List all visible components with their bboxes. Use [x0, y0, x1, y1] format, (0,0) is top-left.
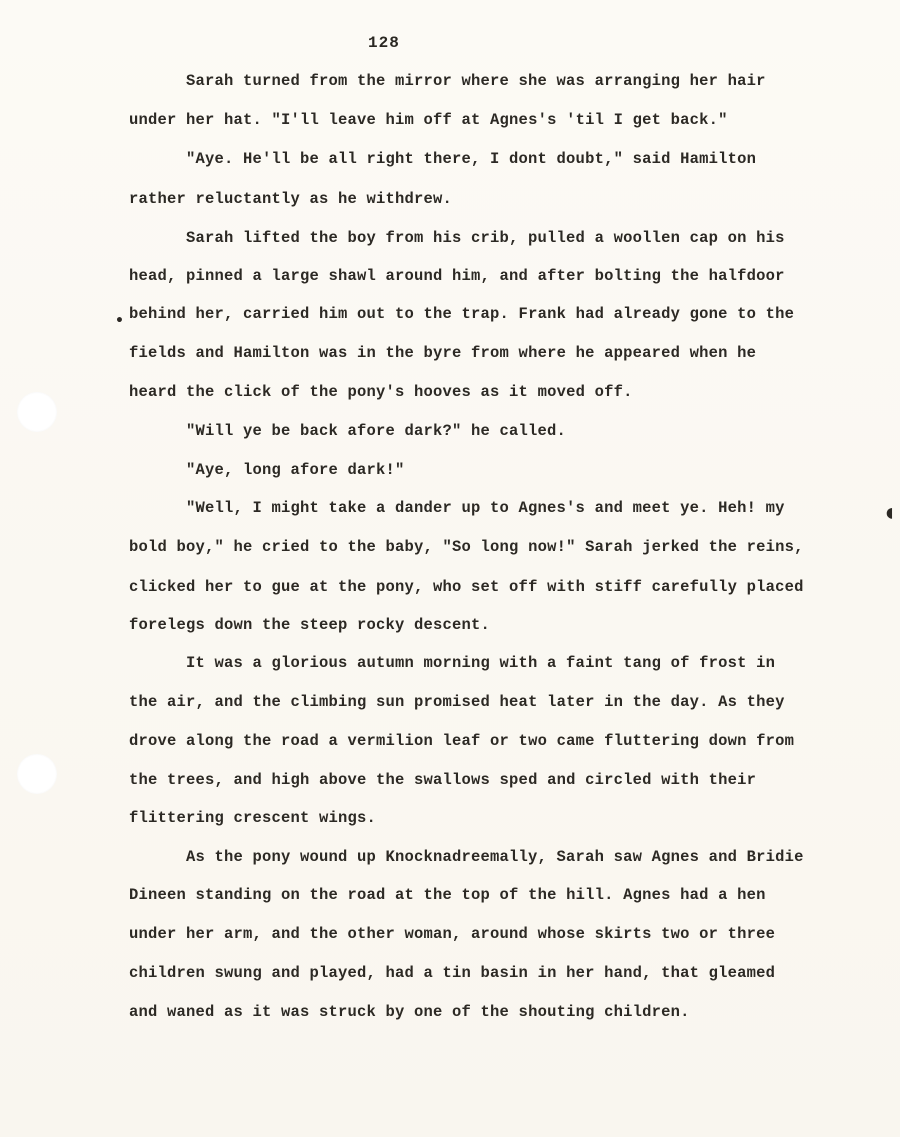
punch-hole-upper: [17, 392, 57, 432]
text-line: head, pinned a large shawl around him, and after bolting the halfdoor: [129, 267, 785, 285]
text-line: It was a glorious autumn morning with a faint tang of frost in: [186, 654, 776, 672]
left-margin-bullet: •: [115, 313, 124, 329]
text-line: flittering crescent wings.: [129, 809, 377, 827]
text-line: As the pony wound up Knocknadreemally, Sarah saw Agnes and Bridie: [186, 848, 804, 866]
right-margin-mark: ◖: [886, 505, 894, 521]
text-line: "Will ye be back afore dark?" he called.: [186, 422, 567, 440]
text-line: rather reluctantly as he withdrew.: [129, 190, 453, 208]
text-line: Sarah turned from the mirror where she was arranging her hair: [186, 72, 766, 90]
text-line: "Well, I might take a dander up to Agnes's and meet ye. Heh! my: [186, 499, 785, 517]
text-line: drove along the road a vermilion leaf or two came fluttering down from: [129, 732, 795, 750]
text-line: Dineen standing on the road at the top of the hill. Agnes had a hen: [129, 886, 766, 904]
text-line: the air, and the climbing sun promised heat later in the day. As they: [129, 693, 785, 711]
punch-hole-lower: [17, 754, 57, 794]
page-number: 128: [368, 34, 400, 52]
text-line: fields and Hamilton was in the byre from where he appeared when he: [129, 344, 757, 362]
text-line: clicked her to gue at the pony, who set off with stiff carefully placed: [129, 578, 804, 596]
text-line: Sarah lifted the boy from his crib, pulled a woollen cap on his: [186, 229, 785, 247]
text-line: children swung and played, had a tin basin in her hand, that gleamed: [129, 964, 776, 982]
text-line: the trees, and high above the swallows sped and circled with their: [129, 771, 757, 789]
text-line: "Aye. He'll be all right there, I dont doubt," said Hamilton: [186, 150, 757, 168]
text-line: and waned as it was struck by one of the shouting children.: [129, 1003, 690, 1021]
text-line: bold boy," he cried to the baby, "So long now!" Sarah jerked the reins,: [129, 538, 804, 556]
text-line: "Aye, long afore dark!": [186, 461, 405, 479]
text-line: behind her, carried him out to the trap. Frank had already gone to the: [129, 305, 795, 323]
text-line: under her hat. "I'll leave him off at Agnes's 'til I get back.": [129, 111, 728, 129]
text-line: forelegs down the steep rocky descent.: [129, 616, 491, 634]
text-line: heard the click of the pony's hooves as it moved off.: [129, 383, 633, 401]
text-line: under her arm, and the other woman, around whose skirts two or three: [129, 925, 776, 943]
